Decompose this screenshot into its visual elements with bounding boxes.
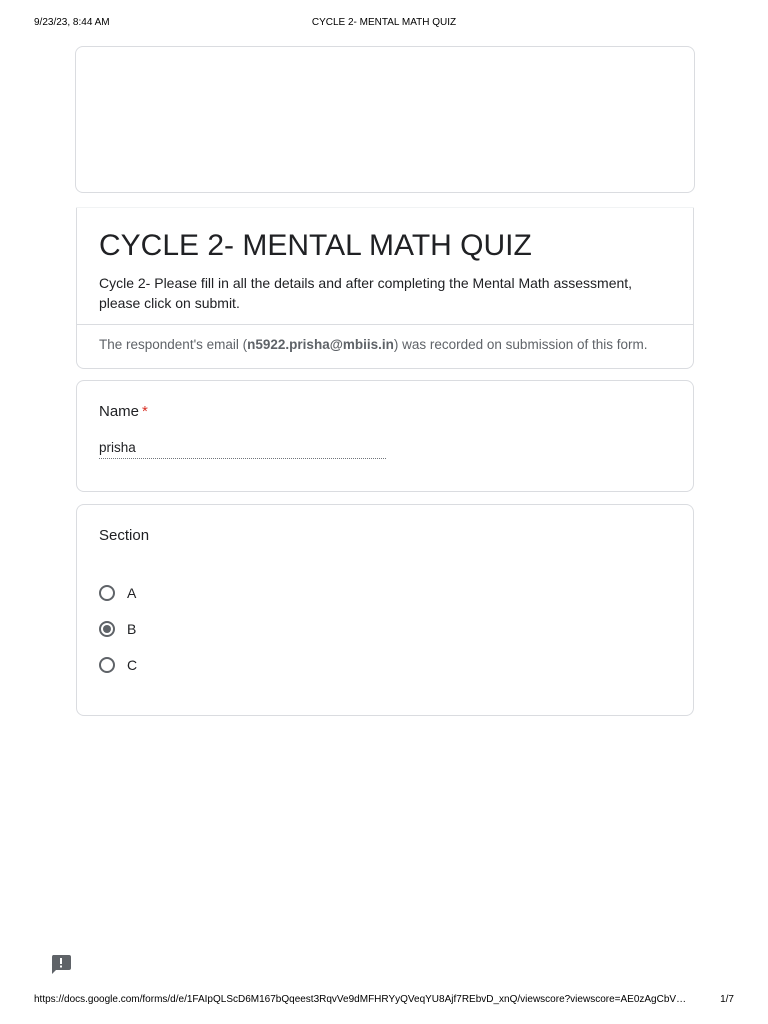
print-footer [0,994,768,1008]
radio-button-icon[interactable] [99,585,115,601]
answer-underline [99,458,386,459]
divider [77,324,693,325]
email-note-prefix: The respondent's email ( [99,337,248,352]
name-answer: prisha [99,440,136,455]
radio-option-b[interactable] [99,619,299,639]
question-card-name [76,380,694,492]
required-asterisk: * [142,403,148,420]
option-label: C [127,657,138,673]
print-date: 9/23/23, 8:44 AM [34,17,110,28]
header-banner [75,46,695,193]
print-doc-title: CYCLE 2- MENTAL MATH QUIZ [311,17,457,28]
option-label: B [127,621,137,637]
question-title: Name [99,403,140,420]
respondent-email-note [99,335,689,355]
page-number: 1/7 [720,994,734,1005]
print-url: https://docs.google.com/forms/d/e/1FAIpQLScD6M167bQqeest3RqvVe9dMFHRYyQVeqYU8Ajf7REbvD_xnQ/viewscore?viewscore=AE0zAgCbV… [34,994,687,1005]
radio-button-icon[interactable] [99,657,115,673]
radio-button-checked-icon[interactable] [99,621,115,637]
feedback-icon[interactable] [50,954,72,974]
form-description: Cycle 2- Please fill in all the details and after completing the Mental Math assessment, please click on submit. [99,275,633,311]
respondent-email: n5922.prisha@mbiis.in [247,337,394,352]
radio-option-a[interactable] [99,583,299,603]
form-title: CYCLE 2- MENTAL MATH QUIZ [99,229,532,262]
radio-option-c[interactable] [99,655,299,675]
option-label: A [127,585,137,601]
form-title-card [76,207,694,369]
question-label-section: Section [99,527,150,544]
question-label-name [99,403,148,420]
print-header [0,17,768,31]
email-note-suffix: ) was recorded on submission of this form. [393,337,648,352]
question-card-section [76,504,694,716]
